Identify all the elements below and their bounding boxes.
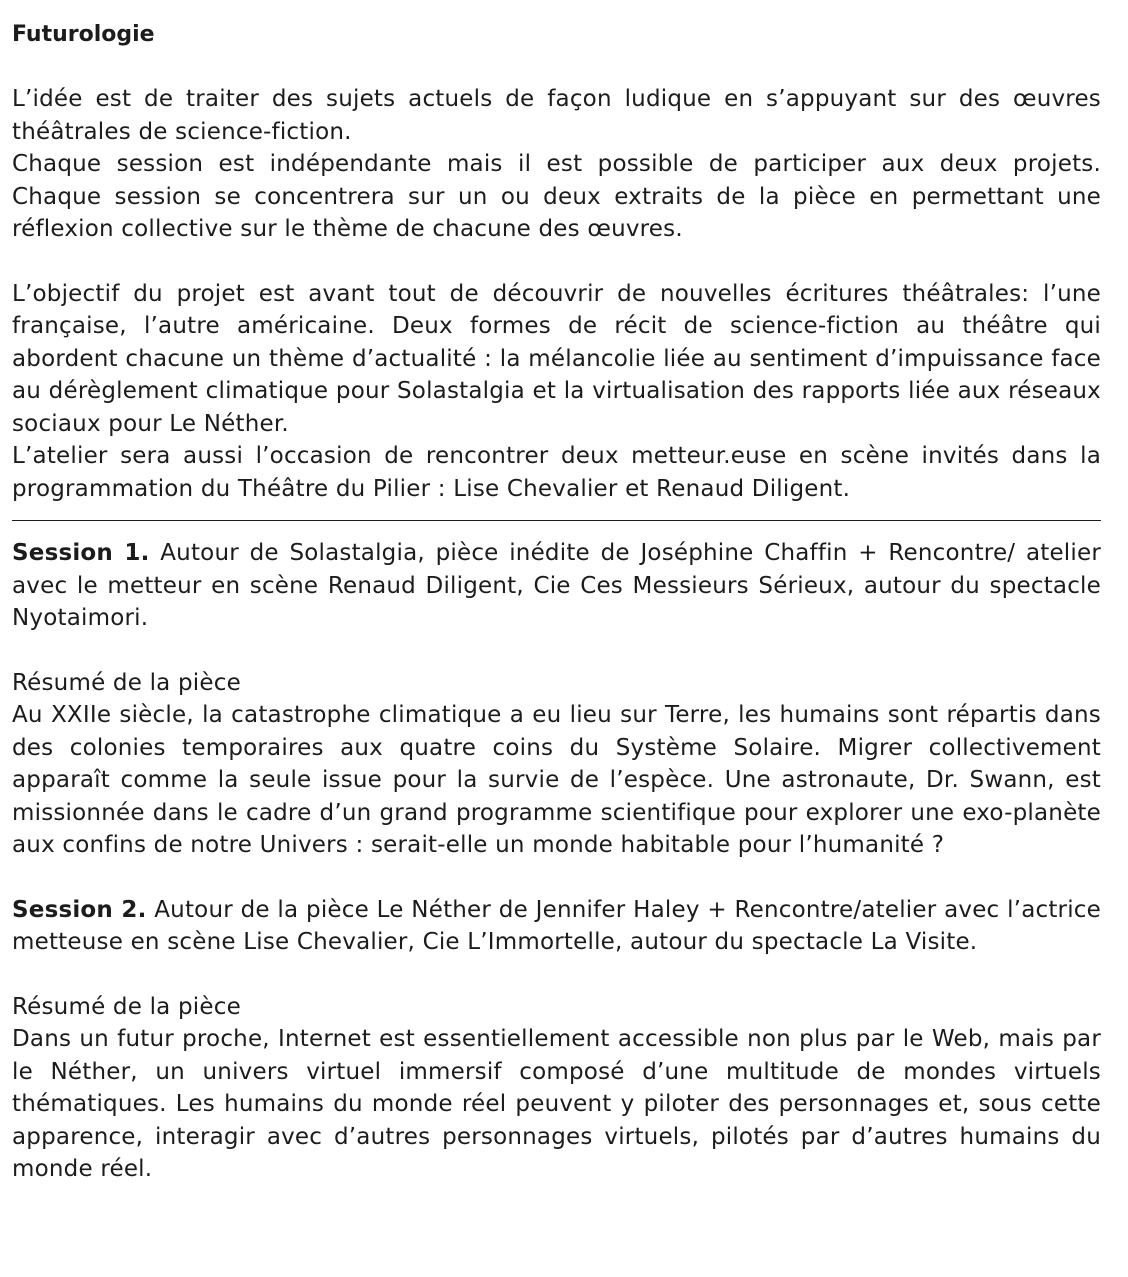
session-2-summary: Dans un futur proche, Internet est essentiellement accessible non plus par le Web, mais par le Néther, un univers virtuel immersif composé d’une multitude de mondes virtuels thématiques. Les humains du monde réel peuvent y piloter des personnages et, sous cette apparence, interagir avec d’autres personnages virtuels, pilotés par d’autres humains du monde réel.	[12, 1026, 1101, 1182]
spacer	[12, 959, 1101, 991]
objective-paragraph-1: L’objectif du projet est avant tout de découvrir de nouvelles écritures théâtrales: l’une française, l’autre américaine. Deux formes de récit de science-fiction au théâtre qui abordent chacune un thème d’actualité : la mélancolie liée au sentiment d’impuissance face au dérèglement climatique pour Solastalgia et la virtualisation des rapports liée aux réseaux sociaux pour Le Néther.	[12, 280, 1101, 437]
session-2-text: Autour de la pièce Le Néther de Jennifer Haley + Rencontre/atelier avec l’actrice metteuse en scène Lise Chevalier, Cie L’Immortelle, autour du spectacle La Visite.	[12, 896, 1101, 955]
session-1-description	[12, 537, 1101, 635]
section-divider	[12, 520, 1101, 521]
session-2-description	[12, 894, 1101, 959]
session-1-label: Session 1.	[12, 540, 150, 566]
session-1-text: Autour de Solastalgia, pièce inédite de Joséphine Chaffin + Rencontre/ atelier avec le metteur en scène Renaud Diligent, Cie Ces Messieurs Sérieux, autour du spectacle Nyotaimori.	[12, 540, 1101, 631]
session-1-summary: Au XXIIe siècle, la catastrophe climatique a eu lieu sur Terre, les humains sont répartis dans des colonies temporaires aux quatre coins du Système Solaire. Migrer collectivement apparaît comme la seule issue pour la survie de l’espèce. Une astronaute, Dr. Swann, est missionnée dans le cadre d’un grand programme scientifique pour explorer une exo-planète aux confins de notre Univers : serait-elle un monde habitable pour l’humanité ?	[12, 702, 1101, 858]
intro-paragraph-2: Chaque session est indépendante mais il est possible de participer aux deux projets. Chaque session se concentrera sur un ou deux extraits de la pièce en permettant une réflexion collective sur le thème de chacune des œuvres.	[12, 151, 1101, 242]
intro-paragraph-1: L’idée est de traiter des sujets actuels de façon ludique en s’appuyant sur des œuvres théâtrales de science-fiction.	[12, 86, 1101, 145]
session-2-label: Session 2.	[12, 896, 147, 923]
document-title: Futurologie	[12, 22, 155, 47]
spacer	[12, 862, 1101, 894]
session-2-summary-heading: Résumé de la pièce	[12, 993, 241, 1020]
spacer	[12, 246, 1101, 278]
objective-paragraph-2: L’atelier sera aussi l’occasion de rencontrer deux metteur.euse en scène invités dans la programmation du Théâtre du Pilier : Lise Chevalier et Renaud Diligent.	[12, 443, 1101, 502]
spacer	[12, 635, 1101, 667]
session-1-summary-heading: Résumé de la pièce	[12, 669, 241, 696]
